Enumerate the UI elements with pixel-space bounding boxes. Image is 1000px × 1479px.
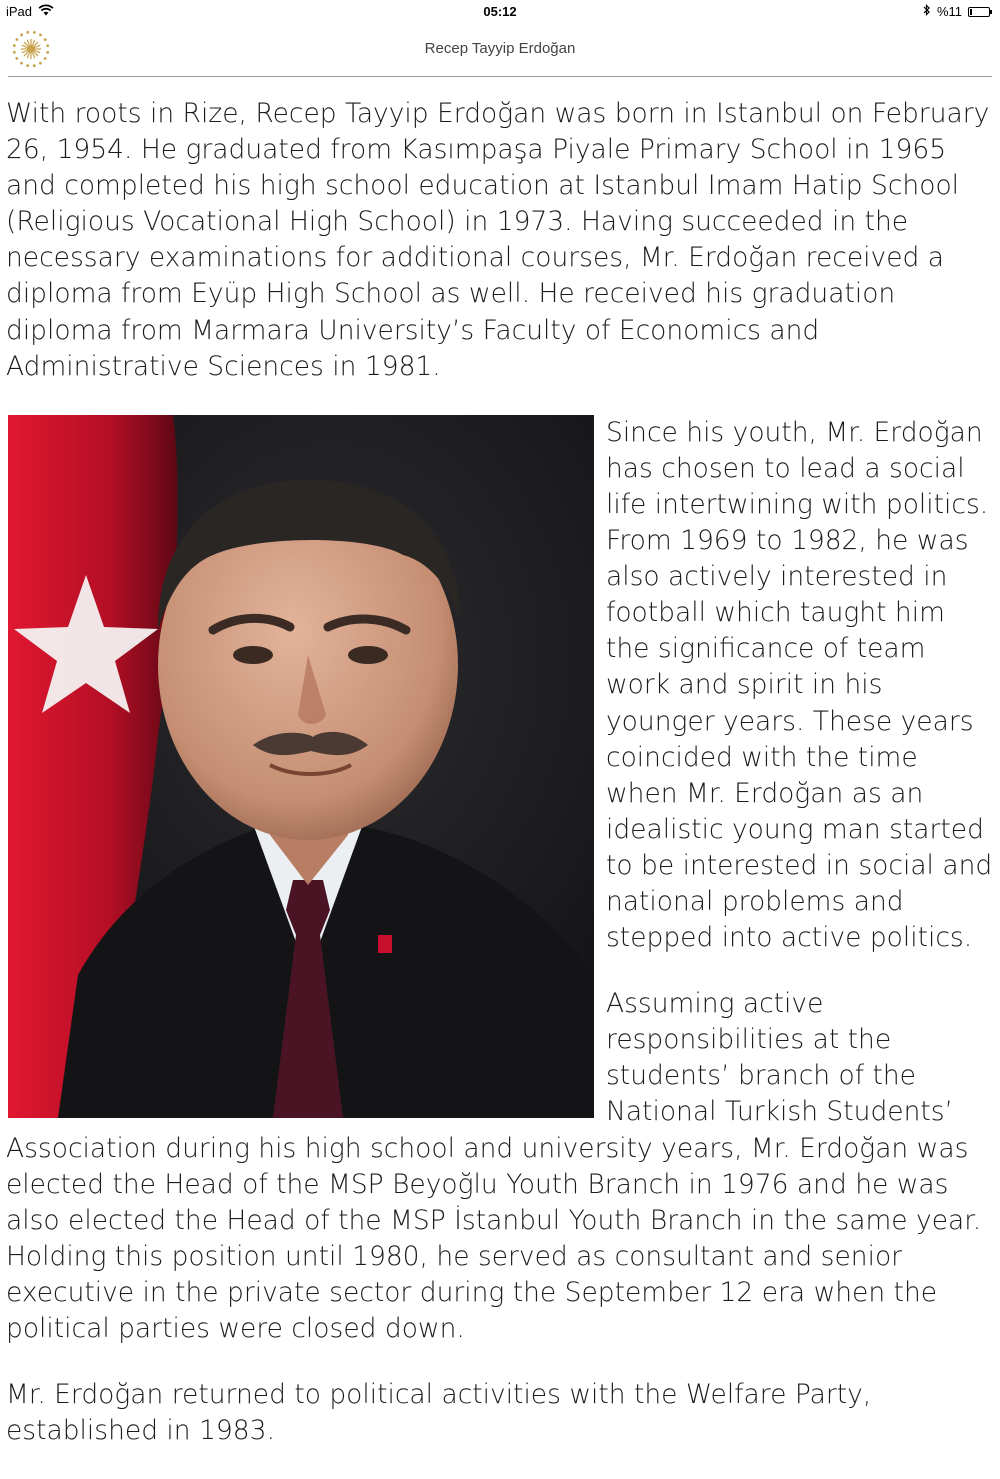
eye-right xyxy=(348,646,388,664)
nav-bar xyxy=(0,22,1000,78)
article-paragraph-3: Assuming active responsibilities at the students’ branch of the National Turkish Students’ Association during his high school and university years, Mr. Erdoğan was elected the Head of the MSP Beyoğlu Youth Branch in 1976 and he was also elected the Head of the MSP İstanbul Youth Branch in the same year. Holding this position until 1980, he served as consultant and senior executive in the private sector during the September 12 era when the political parties were closed down. xyxy=(6,988,982,1344)
article-paragraph-4: Mr. Erdoğan returned to political activities with the Welfare Party, established in 1983. xyxy=(6,1379,872,1447)
status-right xyxy=(923,4,990,19)
battery-percent: %11 xyxy=(936,4,962,19)
lapel-pin xyxy=(378,935,392,953)
bluetooth-icon xyxy=(923,4,931,19)
status-bar xyxy=(0,0,1000,22)
battery-level xyxy=(970,9,972,15)
article-paragraph-1: With roots in Rize, Recep Tayyip Erdoğan was born in Istanbul on February 26, 1954. He graduated from Kasımpaşa Piyale Primary School in 1965 and completed his high school education at Istanbul Imam Hatip School (Religious Vocational High School) in 1973. Having succeeded in the necessary examinations for additional courses, Mr. Erdoğan received a diploma from Eyüp High School as well. He received his graduation diploma from Marmara University’s Faculty of Economics and Administrative Sciences in 1981. xyxy=(6,98,990,382)
portrait-image xyxy=(8,415,594,1118)
nav-divider xyxy=(8,76,992,77)
eye-left xyxy=(233,646,273,664)
status-time: 05:12 xyxy=(483,4,517,19)
nav-title: Recep Tayyip Erdoğan xyxy=(424,40,576,57)
battery-icon xyxy=(968,7,990,17)
device-name: iPad xyxy=(6,4,33,19)
article-body xyxy=(6,96,994,1479)
article-paragraph-2: Since his youth, Mr. Erdoğan has chosen to lead a social life intertwining with politics. From 1969 to 1982, he was also actively interested in football which taught him the significance of team work and spirit in his younger years. These years coincided with the time when Mr. Erdoğan as an idealistic young man started to be interested in social and national problems and stepped into active politics. xyxy=(606,416,993,954)
